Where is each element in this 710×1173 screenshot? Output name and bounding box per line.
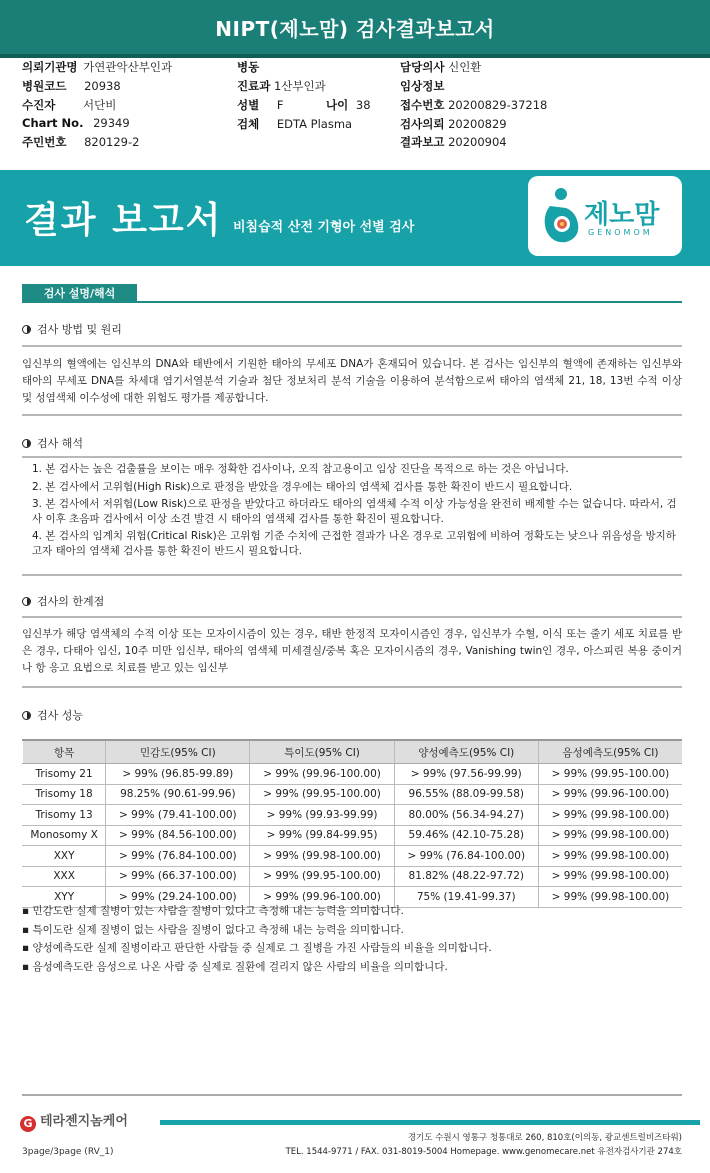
table-header-row <box>23 740 683 764</box>
address-line: 경기도 수원시 영통구 청통대로 260, 810호(이의동, 광교센트럴비즈타워) <box>407 1133 682 1143</box>
note-item: ▪ 특이도란 실제 질병이 없는 사람을 질병이 없다고 측정해 내는 능력을 의미합니다. <box>22 923 404 936</box>
limits-text: 임신부가 해당 염색체의 수적 이상 또는 모자이시즘이 있는 경우, 태반 한정적 모자이시즘인 경우, 임신부가 수혈, 이식 또는 줄기 세포 치료를 받은 경우, 다태아 임신, 10주 미만 임신부, 태아의 염색체 미세결실/중복 혹은 모자이시즘의 경우, Vanishing twin인 경우, 아스피린 복용 중이거나 항 응고 요법으로 치료를 받고 있는 임신부 <box>22 628 682 674</box>
performance-notes <box>22 902 492 976</box>
column-header: 민감도(95% CI) <box>106 740 250 764</box>
banner-title: 결과 보고서 <box>24 200 223 241</box>
footer-divider <box>22 1094 682 1096</box>
table-cell: > 99% (99.96-100.00) <box>250 887 394 908</box>
footer-accent-bar <box>160 1120 700 1125</box>
theragen-g-icon: G <box>20 1116 36 1132</box>
interpretation-list <box>32 462 682 561</box>
table-cell: > 99% (99.84-99.95) <box>250 825 394 846</box>
divider <box>22 686 682 688</box>
info-age: 나이 38 <box>326 98 371 112</box>
column-header: 항목 <box>23 740 106 764</box>
report-title-bar <box>0 0 710 58</box>
table-cell: 75% (19.41-99.37) <box>394 887 538 908</box>
table-cell: > 99% (99.98-100.00) <box>538 887 682 908</box>
table-cell: > 99% (99.95-100.00) <box>250 784 394 805</box>
interpretation-heading: 검사 해석 <box>22 435 83 451</box>
list-item: 1. 본 검사는 높은 검출률을 보이는 매우 정확한 검사이나, 오직 참고용이고 임상 진단을 목적으로 하는 것은 아닙니다. <box>32 463 569 475</box>
performance-heading: 검사 성능 <box>22 707 83 723</box>
table-cell: > 99% (99.93-99.99) <box>250 805 394 826</box>
table-cell: > 99% (99.95-100.00) <box>538 764 682 785</box>
info-report-date: 결과보고 20200904 <box>400 135 507 149</box>
divider <box>22 616 682 618</box>
info-ward: 병동 <box>237 60 260 74</box>
limits-heading: 검사의 한계점 <box>22 593 104 609</box>
method-heading: 검사 방법 및 원리 <box>22 321 122 337</box>
note-item: ▪ 민감도란 실제 질병이 있는 사람을 질병이 있다고 측정해 내는 능력을 의미합니다. <box>22 905 404 917</box>
table-cell: > 99% (29.24-100.00) <box>106 887 250 908</box>
contact-line: TEL. 1544-9771 / FAX. 031-8019-5004 Homepage. www.genomecare.net 유전자검사기관 274호 <box>285 1147 682 1157</box>
info-sex: 성별 F <box>237 98 284 112</box>
table-cell: XXY <box>23 846 106 867</box>
table-cell: > 99% (76.84-100.00) <box>394 846 538 867</box>
table-cell: > 99% (99.98-100.00) <box>538 805 682 826</box>
divider <box>22 414 682 416</box>
half-circle-icon <box>22 711 31 720</box>
table-row <box>23 866 683 887</box>
company-logo: G 테라젠지놈케어 <box>20 1110 128 1132</box>
section-divider <box>22 301 682 303</box>
table-cell: 80.00% (56.34-94.27) <box>394 805 538 826</box>
list-item: 3. 본 검사에서 저위험(Low Risk)으로 판정을 받았다고 하더라도 태아의 염색체 수적 이상 가능성을 완전히 배제할 수는 없습니다. 따라서, 검사 이후 초음파 검사에서 이상 소견 발견 시 태아의 염색체 검사를 통한 확진이 필요합니다. <box>32 498 677 525</box>
table-cell: Trisomy 18 <box>23 784 106 805</box>
table-row <box>23 825 683 846</box>
column-header: 양성예측도(95% CI) <box>394 740 538 764</box>
page-number: 3page/3page (RV_1) <box>22 1147 114 1157</box>
logo-english-text: GENOMOM <box>588 228 653 237</box>
footer-address <box>286 1131 682 1159</box>
performance-table <box>22 739 682 908</box>
list-item: 2. 본 검사에서 고위험(High Risk)으로 판정을 받았을 경우에는 태아의 염색체 검사를 통한 확진이 반드시 필요합니다. <box>32 480 573 493</box>
info-resident-no: 주민번호 820129-2 <box>22 135 140 149</box>
table-cell: > 99% (96.85-99.89) <box>106 764 250 785</box>
genomom-mother-icon <box>536 184 586 250</box>
table-row <box>23 805 683 826</box>
table-cell: 96.55% (88.09-99.58) <box>394 784 538 805</box>
table-cell: Trisomy 21 <box>23 764 106 785</box>
note-item: ▪ 양성예측도란 실제 질병이라고 판단한 사람들 중 실제로 그 질병을 가진 사람들의 비율을 의미합니다. <box>22 942 492 954</box>
column-header: 음성예측도(95% CI) <box>538 740 682 764</box>
banner-subtitle: 비침습적 산전 기형아 선별 검사 <box>233 220 415 235</box>
info-institution: 의뢰기관명 가연관악산부인과 <box>22 60 173 74</box>
half-circle-icon <box>22 325 31 334</box>
table-cell: Trisomy 13 <box>23 805 106 826</box>
logo-korean-text: 제노맘 <box>584 200 660 230</box>
table-row <box>23 846 683 867</box>
table-cell: > 99% (99.98-100.00) <box>250 846 394 867</box>
section-tab: 검사 설명/해석 <box>22 284 137 302</box>
info-department: 진료과 1산부인과 <box>237 79 326 93</box>
table-cell: 59.46% (42.10-75.28) <box>394 825 538 846</box>
table-cell: > 99% (97.56-99.99) <box>394 764 538 785</box>
table-cell: 81.82% (48.22-97.72) <box>394 866 538 887</box>
table-row <box>23 784 683 805</box>
note-item: ▪ 음성예측도란 음성으로 나온 사람 중 실제로 질환에 걸리지 않은 사람의 비율을 의미합니다. <box>22 960 448 973</box>
info-request-date: 검사의뢰 20200829 <box>400 117 507 131</box>
divider <box>22 456 682 458</box>
table-cell: > 99% (66.37-100.00) <box>106 866 250 887</box>
report-title: NIPT(제노맘) 검사결과보고서 <box>215 16 495 41</box>
half-circle-icon <box>22 439 31 448</box>
half-circle-icon <box>22 597 31 606</box>
info-doctor: 담당의사 신인환 <box>400 60 482 74</box>
info-receipt-no: 접수번호 20200829-37218 <box>400 98 548 112</box>
table-cell: > 99% (76.84-100.00) <box>106 846 250 867</box>
table-cell: XYY <box>23 887 106 908</box>
table-cell: 98.25% (90.61-99.96) <box>106 784 250 805</box>
method-text: 임신부의 혈액에는 임신부의 DNA와 태반에서 기원한 태아의 무세포 DNA가 혼재되어 있습니다. 본 검사는 임신부의 혈액에 존재하는 임신부와 태아의 무세포 DNA를 차세대 염기서열분석 기술과 첨단 정보처리 분석 기술을 이용하여 분석함으로써 태아의 염색체 21, 18, 13번 수적 이상 및 성염색체 이수성에 대한 위험도 평가를 제공합니다. <box>22 358 682 404</box>
table-cell: Monosomy X <box>23 825 106 846</box>
info-chart-no: Chart No. 29349 <box>22 116 130 130</box>
table-cell: > 99% (99.96-100.00) <box>538 784 682 805</box>
table-cell: > 99% (99.95-100.00) <box>250 866 394 887</box>
table-cell: > 99% (99.98-100.00) <box>538 825 682 846</box>
genomom-logo <box>528 176 682 256</box>
divider <box>22 574 682 576</box>
info-clinical: 임상정보 <box>400 79 445 93</box>
list-item: 4. 본 검사의 임계치 위험(Critical Risk)은 고위험 기준 수치에 근접한 결과가 나온 경우로 고위험에 비하여 정확도는 낮으나 위음성을 방지하고자 태아의 염색체 검사를 통한 확진이 반드시 필요합니다. <box>32 530 676 557</box>
info-specimen: 검체 EDTA Plasma <box>237 117 353 131</box>
table-cell: > 99% (79.41-100.00) <box>106 805 250 826</box>
table-cell: > 99% (99.98-100.00) <box>538 846 682 867</box>
table-cell: > 99% (99.98-100.00) <box>538 866 682 887</box>
info-patient: 수진자 서단비 <box>22 98 117 112</box>
table-cell: > 99% (99.96-100.00) <box>250 764 394 785</box>
patient-info <box>0 56 710 152</box>
divider <box>22 345 682 347</box>
table-cell: XXX <box>23 866 106 887</box>
info-hospital-code: 병원코드 20938 <box>22 79 121 93</box>
column-header: 특이도(95% CI) <box>250 740 394 764</box>
table-cell: > 99% (84.56-100.00) <box>106 825 250 846</box>
table-row <box>23 764 683 785</box>
